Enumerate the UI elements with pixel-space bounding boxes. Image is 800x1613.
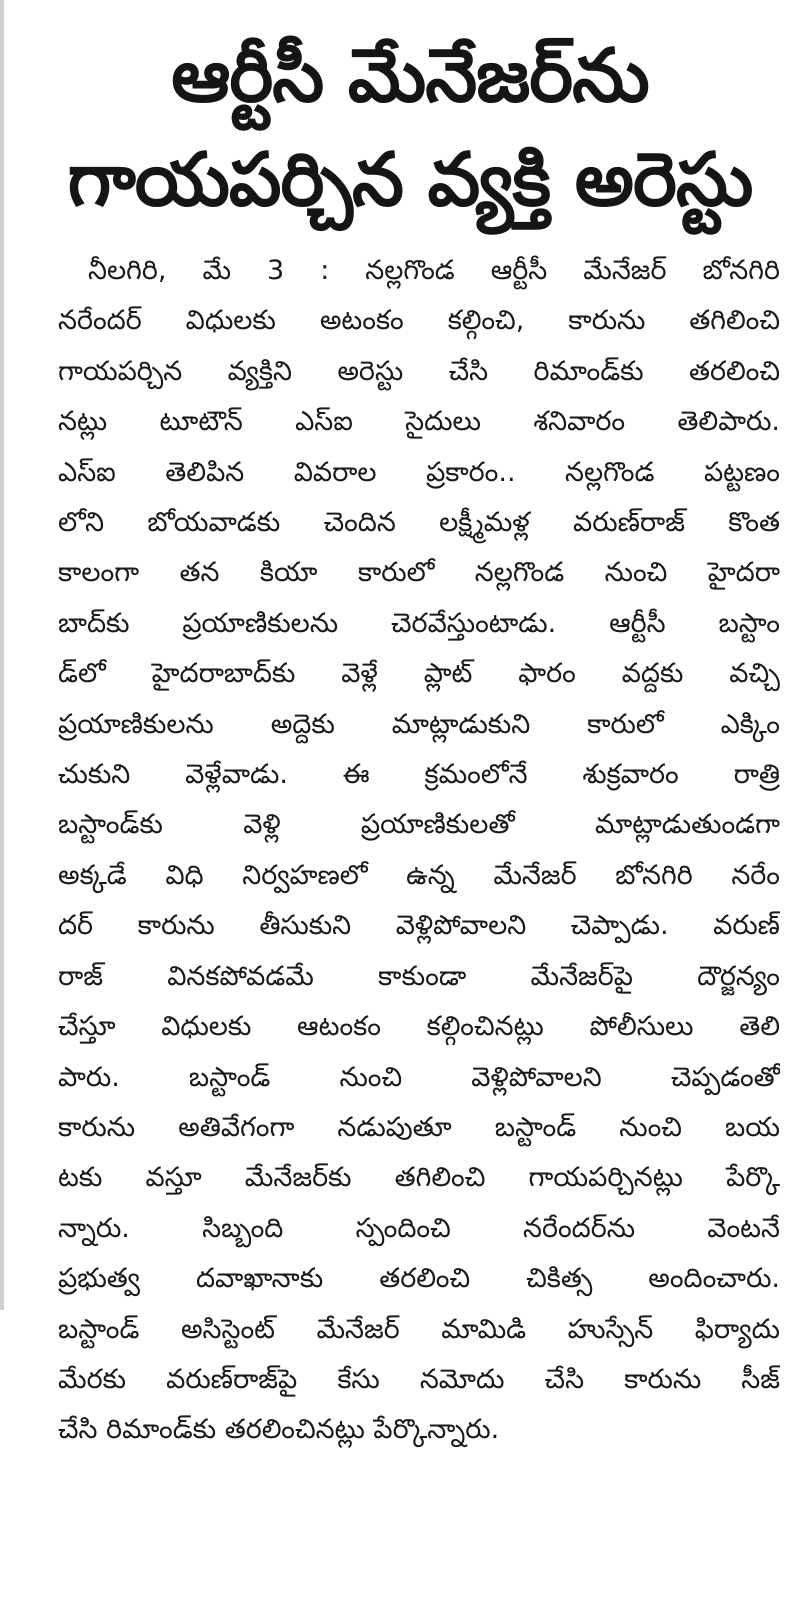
body-line: నట్లు టూటౌన్ ఎస్ఐ సైదులు శనివారం తెలిపారు.: [58, 406, 780, 438]
article-body: [58, 246, 780, 1456]
column-divider: [0, 0, 4, 1310]
body-line: గాయపర్చిన వ్యక్తిని అరెస్టు చేసి రిమాండ్‌కు తరలించి: [58, 355, 780, 387]
body-line: కాలంగా తన కియా కారులో నల్లగొండ నుంచి హైదరా: [58, 557, 780, 589]
body-line: బస్టాండ్ అసిస్టెంట్ మేనేజర్ మామిడి హుస్సేన్ ఫిర్యాదు: [58, 1313, 780, 1345]
body-line: అక్కడే విధి నిర్వహణలో ఉన్న మేనేజర్ బోనగిరి నరేం: [58, 859, 780, 891]
body-line: బస్టాండ్‌కు వెళ్లి ప్రయాణికులతో మాట్లాడుతుండగా: [58, 809, 780, 841]
body-line: దర్ కారును తీసుకుని వెళ్లిపోవాలని చెప్పాడు. వరుణ్: [58, 910, 780, 942]
headline-line-2: గాయపర్చిన వ్యక్తి అరెస్టు: [67, 137, 753, 223]
body-line: న్నారు. సిబ్బంది స్పందించి నరేందర్‌ను వెంటనే: [58, 1212, 780, 1244]
headline: [40, 24, 780, 232]
body-line: చేస్తూ విధులకు ఆటంకం కల్గించినట్లు పోలీసులు తెలి: [58, 1011, 780, 1043]
body-line: రాజ్ వినకపోవడమే కాకుండా మేనేజర్‌పై దౌర్జన్యం: [58, 960, 780, 992]
body-line: ఎస్ఐ తెలిపిన వివరాల ప్రకారం.. నల్లగొండ పట్టణం: [58, 456, 780, 488]
headline-line-1: ఆర్టీసీ మేనేజర్‌ను: [171, 33, 649, 119]
body-line: ప్రయాణికులను అద్దెకు మాట్లాడుకుని కారులో ఎక్కిం: [58, 708, 780, 740]
body-line: చుకుని వెళ్లేవాడు. ఈ క్రమంలోనే శుక్రవారం రాత్రి: [58, 759, 780, 791]
body-line: చేసి రిమాండ్‌కు తరలించినట్లు పేర్కొన్నారు.: [58, 1414, 500, 1446]
body-line: ప్రభుత్వ దవాఖానాకు తరలించి చికిత్స అందించారు.: [58, 1263, 780, 1295]
body-line: నరేందర్ విధులకు అటంకం కల్గించి, కారును తగిలించి: [58, 305, 780, 337]
body-line: టకు వస్తూ మేనేజర్‌కు తగిలించి గాయపర్చినట్లు పేర్కొ: [58, 1162, 780, 1194]
body-line: బాద్‌కు ప్రయాణికులను చెరవేస్తుంటాడు. ఆర్టీసీ బస్టాం: [58, 607, 780, 639]
body-line: నీలగిరి, మే 3 : నల్లగొండ ఆర్టీసీ మేనేజర్ బోనగిరి: [88, 255, 780, 286]
body-line: పారు. బస్టాండ్ నుంచి వెళ్లిపోవాలని చెప్పడంతో: [58, 1061, 780, 1093]
body-line: డ్‌లో హైదరాబాద్‌కు వెళ్లే ప్లాట్ ఫారం వద్దకు వచ్చి: [58, 658, 780, 690]
body-line: లోని బోయవాడకు చెందిన లక్ష్మీమళ్ల వరుణ్‌రాజ్ కొంత: [58, 507, 780, 539]
body-line: మేరకు వరుణ్‌రాజ్‌పై కేసు నమోదు చేసి కారును సీజ్: [58, 1363, 780, 1395]
body-line: కారును అతివేగంగా నడుపుతూ బస్టాండ్ నుంచి బయ: [58, 1111, 780, 1143]
